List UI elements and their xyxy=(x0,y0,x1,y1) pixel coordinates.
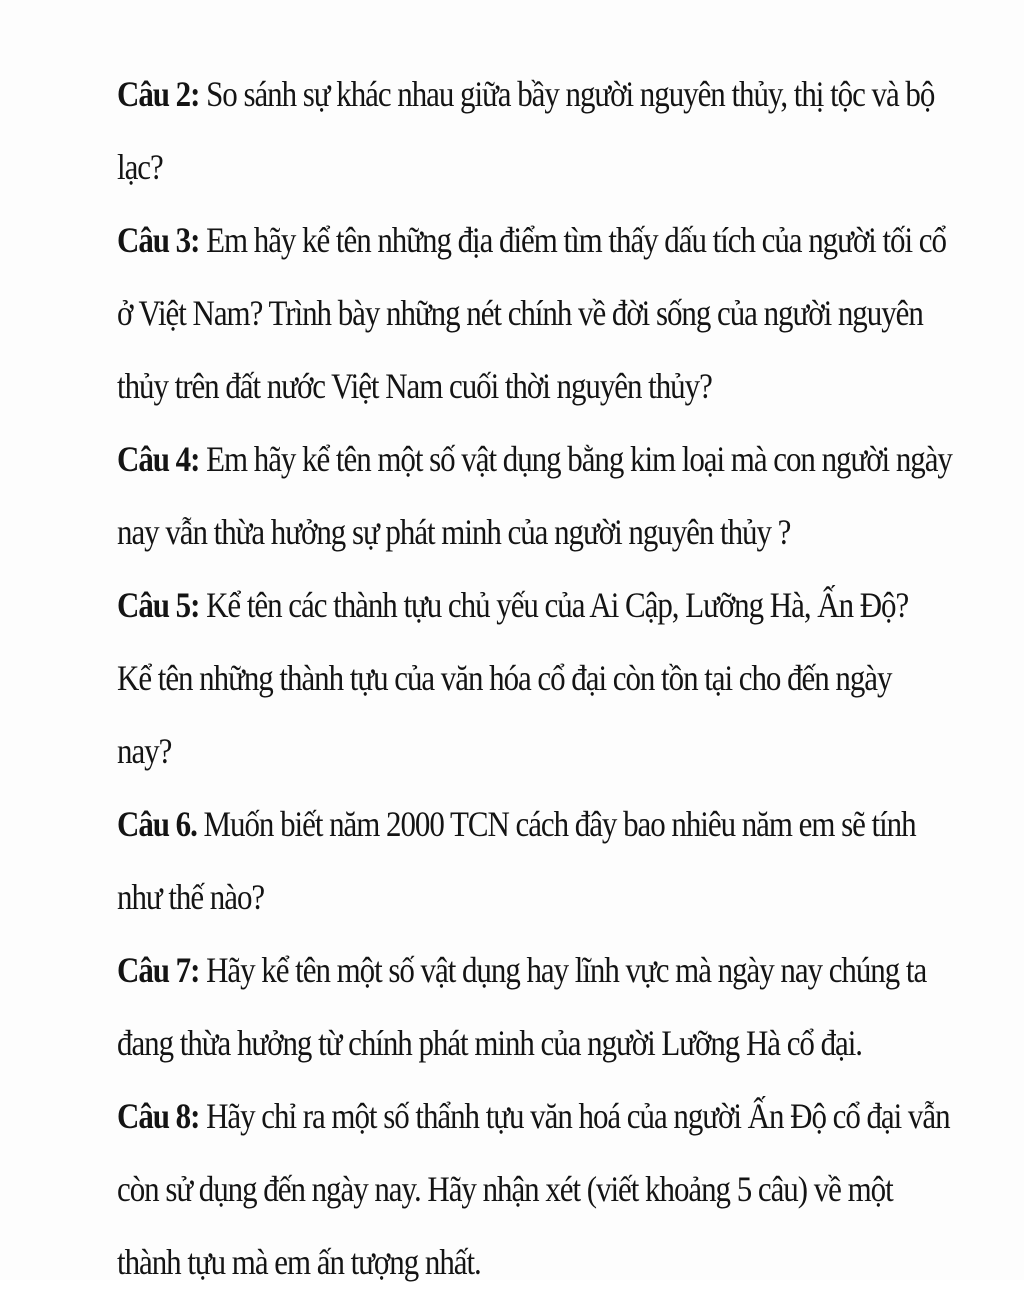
question-label: Câu 4: xyxy=(117,439,200,479)
question-3 xyxy=(117,204,946,423)
question-text: như thế nào? xyxy=(117,877,265,917)
question-line xyxy=(117,788,916,861)
question-text: Em hãy kể tên một số vật dụng bằng kim loại mà con người ngày xyxy=(199,439,952,479)
question-line xyxy=(117,204,946,277)
question-text: Muốn biết năm 2000 TCN cách đây bao nhiêu năm em sẽ tính xyxy=(196,804,916,844)
question-text: ở Việt Nam? Trình bày những nét chính về đời sống của người nguyên xyxy=(117,293,923,333)
question-label: Câu 5: xyxy=(117,585,200,625)
question-text: lạc? xyxy=(117,147,163,187)
question-7 xyxy=(117,934,927,1080)
question-text: còn sử dụng đến ngày nay. Hãy nhận xét (viết khoảng 5 câu) về một xyxy=(117,1169,893,1209)
question-text: thủy trên đất nước Việt Nam cuối thời nguyên thủy? xyxy=(117,366,712,406)
question-2 xyxy=(117,58,935,204)
question-line xyxy=(117,569,909,642)
question-8 xyxy=(117,1080,950,1299)
question-text: nay vẫn thừa hưởng sự phát minh của người nguyên thủy ? xyxy=(117,512,791,552)
question-5 xyxy=(117,569,909,788)
question-line xyxy=(117,423,952,496)
question-text: Kể tên những thành tựu của văn hóa cổ đại còn tồn tại cho đến ngày xyxy=(117,658,892,698)
question-label: Câu 6. xyxy=(117,804,197,844)
question-label: Câu 3: xyxy=(117,220,200,260)
question-text: nay? xyxy=(117,731,172,771)
question-line xyxy=(117,934,927,1007)
question-text: Hãy chỉ ra một số thẩnh tựu văn hoá của người Ấn Độ cổ đại vẫn xyxy=(199,1096,950,1136)
question-text: đang thừa hưởng từ chính phát minh của người Lưỡng Hà cổ đại. xyxy=(117,1023,863,1063)
question-label: Câu 7: xyxy=(117,950,200,990)
question-label: Câu 8: xyxy=(117,1096,200,1136)
question-line xyxy=(117,1080,950,1153)
question-text: Kể tên các thành tựu chủ yếu của Ai Cập, Lưỡng Hà, Ấn Độ? xyxy=(199,585,909,625)
question-text: So sánh sự khác nhau giữa bầy người nguyên thủy, thị tộc và bộ xyxy=(199,74,935,114)
question-6 xyxy=(117,788,916,934)
question-text: Hãy kể tên một số vật dụng hay lĩnh vực mà ngày nay chúng ta xyxy=(199,950,927,990)
question-line xyxy=(117,58,935,131)
question-text: thành tựu mà em ấn tượng nhất. xyxy=(117,1242,481,1282)
question-4 xyxy=(117,423,952,569)
question-list xyxy=(117,58,952,1299)
question-text: Em hãy kể tên những địa điểm tìm thấy dấu tích của người tối cổ xyxy=(199,220,946,260)
question-label: Câu 2: xyxy=(117,74,200,114)
